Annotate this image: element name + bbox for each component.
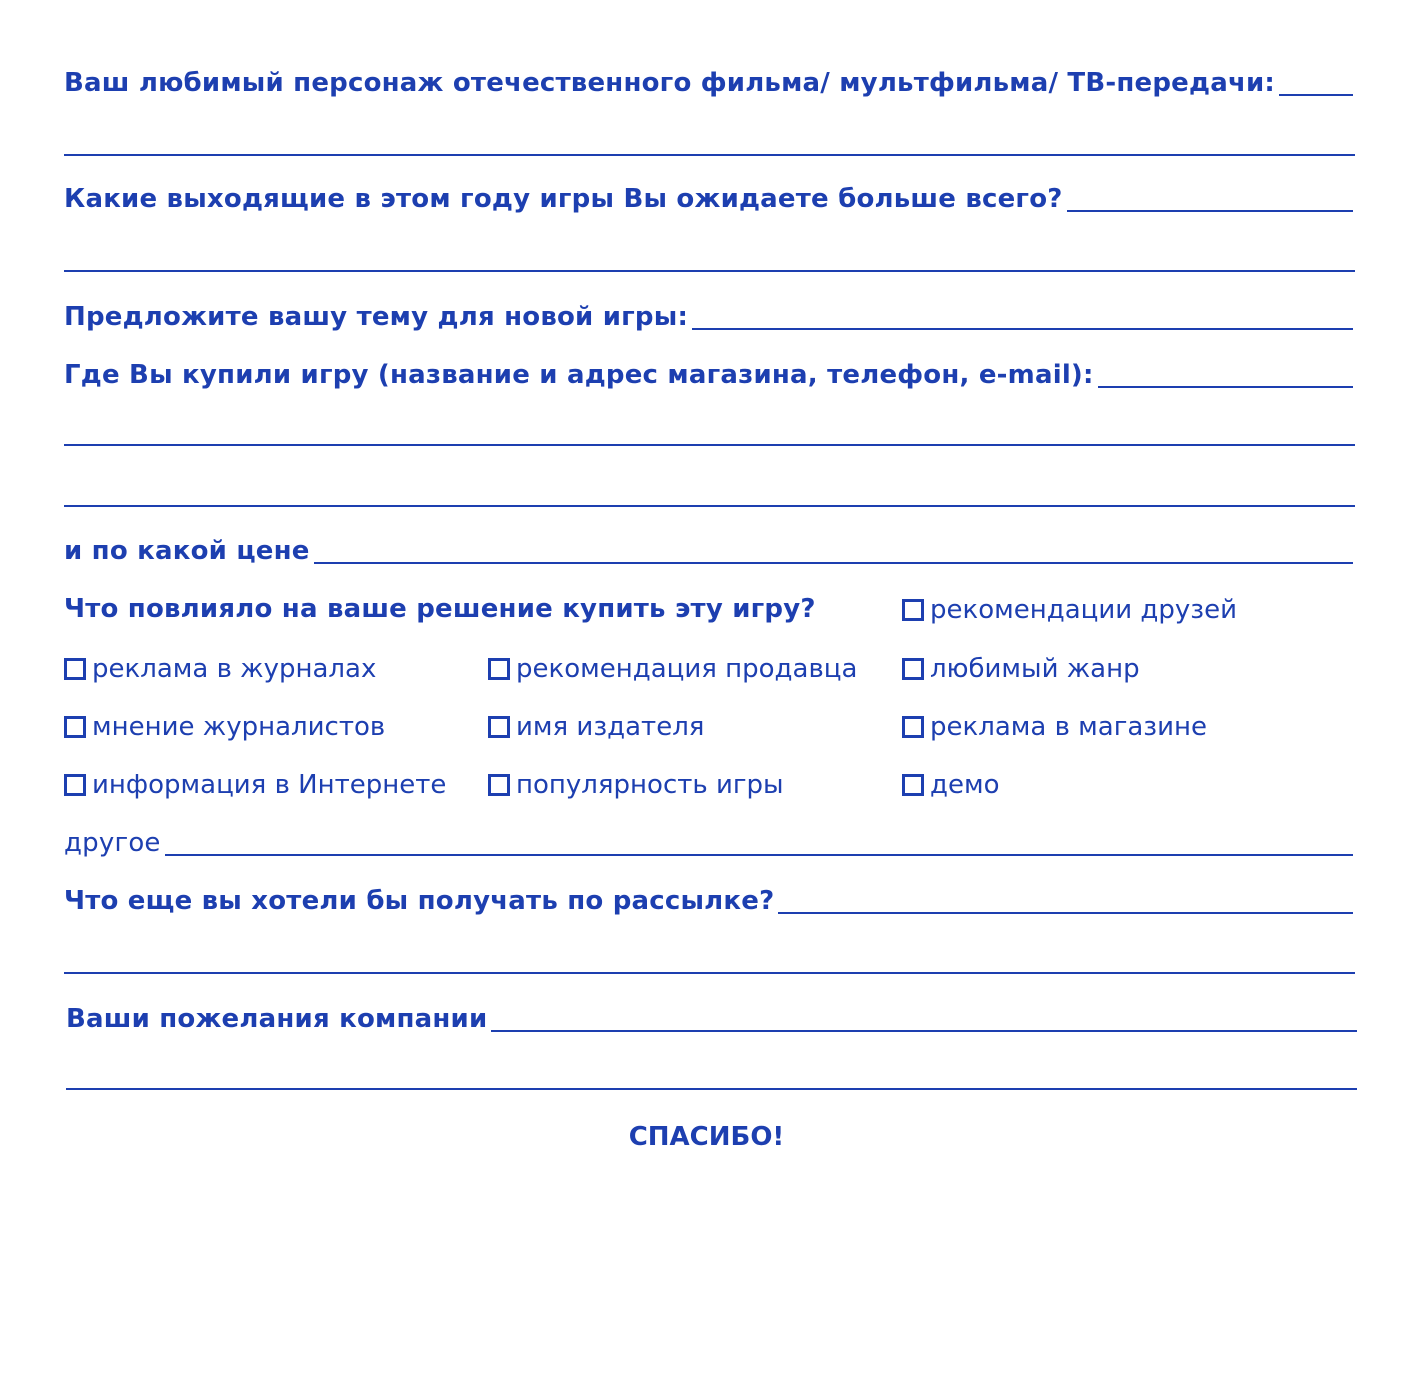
option-publisher[interactable] bbox=[488, 714, 704, 740]
thanks-text: СПАСИБО! bbox=[628, 1122, 785, 1152]
where-bought-row bbox=[64, 362, 1353, 388]
option-demo[interactable] bbox=[902, 772, 1000, 798]
where-bought-extra-line-1[interactable] bbox=[64, 444, 1355, 446]
awaited-games-field[interactable] bbox=[1067, 186, 1353, 212]
demo-label: демо bbox=[930, 770, 1000, 800]
awaited-games-row bbox=[64, 186, 1353, 212]
journalists-label: мнение журналистов bbox=[92, 712, 386, 742]
influence-question: Что повлияло на ваше решение купить эту игру? bbox=[64, 594, 816, 624]
popularity-label: популярность игры bbox=[516, 770, 784, 800]
magazine-ads-label: реклама в журналах bbox=[92, 654, 377, 684]
publisher-label: имя издателя bbox=[516, 712, 705, 742]
wishes-field[interactable] bbox=[491, 1006, 1357, 1032]
popularity-checkbox[interactable] bbox=[488, 774, 510, 796]
awaited-games-extra-line[interactable] bbox=[64, 270, 1355, 272]
other-row bbox=[64, 830, 1353, 856]
option-journalists[interactable] bbox=[64, 714, 385, 740]
genre-checkbox[interactable] bbox=[902, 658, 924, 680]
price-question: и по какой цене bbox=[64, 536, 310, 566]
wishes-extra-line[interactable] bbox=[66, 1088, 1357, 1090]
genre-label: любимый жанр bbox=[930, 654, 1140, 684]
influence-row bbox=[64, 596, 816, 622]
option-store-ads[interactable] bbox=[902, 714, 1207, 740]
newsletter-extra-line[interactable] bbox=[64, 972, 1355, 974]
friends-checkbox[interactable] bbox=[902, 599, 924, 621]
wishes-row bbox=[66, 1006, 1357, 1032]
new-theme-field[interactable] bbox=[692, 304, 1353, 330]
magazine-ads-checkbox[interactable] bbox=[64, 658, 86, 680]
wishes-question: Ваши пожелания компании bbox=[66, 1004, 488, 1034]
option-internet[interactable] bbox=[64, 772, 446, 798]
journalists-checkbox[interactable] bbox=[64, 716, 86, 738]
where-bought-field[interactable] bbox=[1098, 362, 1353, 388]
other-label: другое bbox=[64, 828, 161, 858]
new-theme-question: Предложите вашу тему для новой игры: bbox=[64, 302, 689, 332]
newsletter-row bbox=[64, 888, 1353, 914]
awaited-games-question: Какие выходящие в этом году игры Вы ожидаете больше всего? bbox=[64, 184, 1063, 214]
newsletter-question: Что еще вы хотели бы получать по рассылке? bbox=[64, 886, 775, 916]
favorite-character-field[interactable] bbox=[1279, 70, 1353, 96]
demo-checkbox[interactable] bbox=[902, 774, 924, 796]
new-theme-row bbox=[64, 304, 1353, 330]
favorite-character-question: Ваш любимый персонаж отечественного фильма/ мультфильма/ ТВ-передачи: bbox=[64, 68, 1276, 98]
seller-checkbox[interactable] bbox=[488, 658, 510, 680]
option-magazine-ads[interactable] bbox=[64, 656, 376, 682]
seller-label: рекомендация продавца bbox=[516, 654, 858, 684]
option-friends[interactable] bbox=[902, 597, 1237, 623]
where-bought-question: Где Вы купили игру (название и адрес магазина, телефон, e-mail): bbox=[64, 360, 1094, 390]
friends-label: рекомендации друзей bbox=[930, 595, 1237, 625]
internet-label: информация в Интернете bbox=[92, 770, 447, 800]
price-field[interactable] bbox=[314, 538, 1353, 564]
favorite-character-row bbox=[64, 70, 1353, 96]
publisher-checkbox[interactable] bbox=[488, 716, 510, 738]
option-genre[interactable] bbox=[902, 656, 1140, 682]
newsletter-field[interactable] bbox=[778, 888, 1353, 914]
favorite-character-extra-line[interactable] bbox=[64, 154, 1355, 156]
price-row bbox=[64, 538, 1353, 564]
where-bought-extra-line-2[interactable] bbox=[64, 505, 1355, 507]
other-field[interactable] bbox=[165, 830, 1353, 856]
internet-checkbox[interactable] bbox=[64, 774, 86, 796]
option-seller[interactable] bbox=[488, 656, 857, 682]
store-ads-checkbox[interactable] bbox=[902, 716, 924, 738]
option-popularity[interactable] bbox=[488, 772, 784, 798]
store-ads-label: реклама в магазине bbox=[930, 712, 1208, 742]
